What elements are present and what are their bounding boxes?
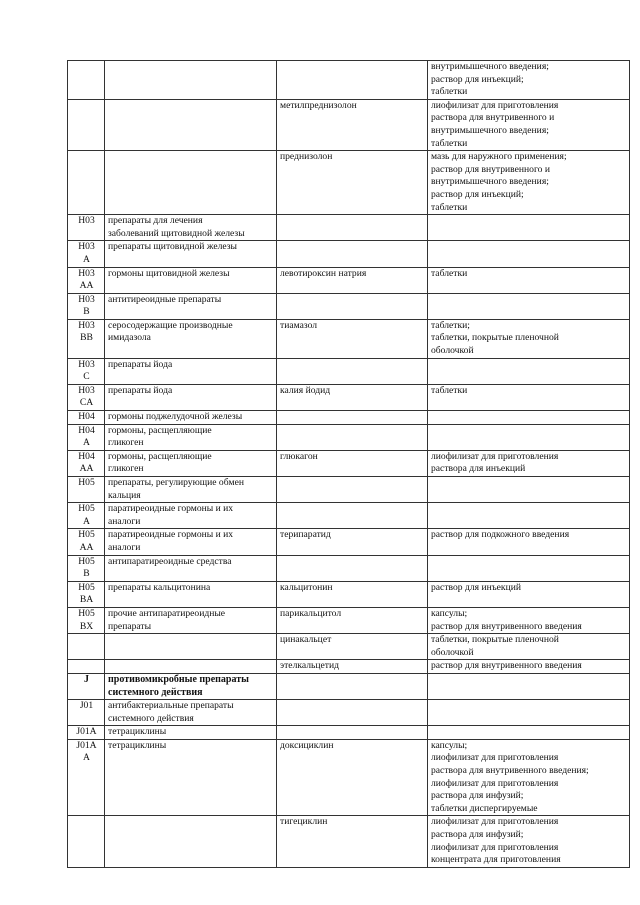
forms-cell	[428, 293, 630, 319]
code-cell	[68, 700, 105, 726]
cell-line: гормоны щитовидной железы	[108, 267, 230, 279]
cell-line: препараты кальцитонина	[108, 581, 211, 593]
cell-line: H04	[78, 424, 95, 436]
forms-cell	[428, 61, 630, 100]
cell-line: B	[83, 568, 90, 580]
group-cell	[105, 319, 277, 358]
cell-line: аналоги	[108, 515, 141, 527]
table-row	[68, 450, 630, 476]
forms-cell	[428, 529, 630, 555]
code-cell	[68, 607, 105, 633]
table-row	[68, 816, 630, 867]
forms-cell	[428, 358, 630, 384]
drug-cell	[277, 61, 428, 100]
cell-line: H03	[78, 215, 95, 227]
forms-cell	[428, 555, 630, 581]
table-row	[68, 477, 630, 503]
code-cell	[68, 503, 105, 529]
forms-cell	[428, 384, 630, 410]
forms-cell	[428, 151, 630, 215]
drug-cell	[277, 411, 428, 425]
cell-line: H05	[78, 581, 95, 593]
forms-cell	[428, 450, 630, 476]
cell-line: J01	[79, 700, 94, 712]
cell-line: паратиреоидные гормоны и их	[108, 503, 234, 515]
cell-line: лиофилизат для приготовления	[431, 450, 559, 462]
cell-line: цинакальцет	[280, 634, 332, 646]
cell-line: J	[84, 673, 89, 685]
cell-line: H03	[78, 293, 95, 305]
drug-cell	[277, 700, 428, 726]
cell-line: кальцитонин	[280, 581, 333, 593]
cell-line: препараты для лечения	[108, 215, 203, 227]
cell-line: C	[83, 371, 90, 383]
cell-line: лиофилизат для приготовления	[431, 777, 559, 789]
drug-cell	[277, 581, 428, 607]
cell-line: J01A	[76, 739, 97, 751]
code-cell	[68, 450, 105, 476]
cell-line: лиофилизат для приготовления	[431, 841, 559, 853]
cell-line: таблетки	[431, 137, 468, 149]
forms-cell	[428, 726, 630, 740]
drug-cell	[277, 99, 428, 150]
forms-cell	[428, 424, 630, 450]
code-cell	[68, 61, 105, 100]
cell-line: раствор для подкожного введения	[431, 529, 570, 541]
cell-line: раствор для инъекций	[431, 581, 521, 593]
cell-line: тигециклин	[280, 816, 328, 828]
forms-cell	[428, 607, 630, 633]
forms-cell	[428, 411, 630, 425]
cell-line: антитиреоидные препараты	[108, 293, 222, 305]
drug-cell	[277, 660, 428, 674]
drug-cell	[277, 450, 428, 476]
group-cell	[105, 215, 277, 241]
cell-line: препараты йода	[108, 358, 173, 370]
cell-line: таблетки	[431, 384, 468, 396]
group-cell	[105, 241, 277, 267]
cell-line: лиофилизат для приготовления	[431, 816, 559, 828]
code-cell	[68, 555, 105, 581]
cell-line: капсулы;	[431, 607, 468, 619]
table-row	[68, 673, 630, 699]
cell-line: AA	[79, 541, 94, 553]
cell-line: раствора для внутривенного и	[431, 112, 555, 124]
cell-line: аналоги	[108, 541, 141, 553]
cell-line: препараты	[108, 620, 152, 632]
cell-line: оболочкой	[431, 646, 474, 658]
drug-cell	[277, 739, 428, 816]
table-row	[68, 319, 630, 358]
drug-cell	[277, 319, 428, 358]
group-cell	[105, 816, 277, 867]
drug-cell	[277, 726, 428, 740]
group-cell	[105, 151, 277, 215]
table-row	[68, 384, 630, 410]
cell-line: раствора для инфузий;	[431, 790, 524, 802]
cell-line: CA	[79, 397, 94, 409]
cell-line: J01A	[76, 726, 97, 738]
code-cell	[68, 358, 105, 384]
cell-line: лиофилизат для приготовления	[431, 752, 559, 764]
cell-line: внутримышечного введения;	[431, 61, 549, 72]
table-row	[68, 581, 630, 607]
cell-line: раствора для внутривенного введения;	[431, 765, 589, 777]
cell-line: H03	[78, 267, 95, 279]
group-cell	[105, 660, 277, 674]
group-cell	[105, 634, 277, 660]
cell-line: гликоген	[108, 437, 144, 449]
drug-list-table	[67, 60, 630, 868]
code-cell	[68, 151, 105, 215]
table-row	[68, 241, 630, 267]
cell-line: таблетки диспергируемые	[431, 802, 538, 814]
table-row	[68, 529, 630, 555]
cell-line: H05	[78, 529, 95, 541]
table-row	[68, 267, 630, 293]
cell-line: калия йодид	[280, 384, 331, 396]
table-row	[68, 358, 630, 384]
group-cell	[105, 61, 277, 100]
code-cell	[68, 411, 105, 425]
group-cell	[105, 450, 277, 476]
table-row	[68, 607, 630, 633]
cell-line: препараты щитовидной железы	[108, 241, 237, 253]
forms-cell	[428, 319, 630, 358]
drug-cell	[277, 384, 428, 410]
cell-line: системного действия	[108, 712, 194, 724]
cell-line: кальция	[108, 489, 141, 501]
code-cell	[68, 673, 105, 699]
code-cell	[68, 319, 105, 358]
drug-cell	[277, 503, 428, 529]
cell-line: тетрациклины	[108, 726, 167, 738]
drug-cell	[277, 555, 428, 581]
forms-cell	[428, 660, 630, 674]
forms-cell	[428, 241, 630, 267]
cell-line: H03	[78, 241, 95, 253]
cell-line: A	[83, 253, 90, 265]
cell-line: метилпреднизолон	[280, 99, 357, 111]
group-cell	[105, 700, 277, 726]
cell-line: AA	[79, 463, 94, 475]
cell-line: BA	[79, 594, 94, 606]
group-cell	[105, 477, 277, 503]
cell-line: таблетки, покрытые пленочной	[431, 634, 559, 646]
forms-cell	[428, 816, 630, 867]
forms-cell	[428, 215, 630, 241]
cell-line: лиофилизат для приготовления	[431, 99, 559, 111]
cell-line: парикальцитол	[280, 607, 342, 619]
cell-line: H04	[78, 411, 95, 423]
cell-line: внутримышечного введения;	[431, 176, 549, 188]
code-cell	[68, 660, 105, 674]
group-cell	[105, 739, 277, 816]
code-cell	[68, 215, 105, 241]
drug-cell	[277, 358, 428, 384]
cell-line: антипаратиреоидные средства	[108, 555, 232, 567]
forms-cell	[428, 739, 630, 816]
cell-line: H05	[78, 607, 95, 619]
forms-cell	[428, 634, 630, 660]
cell-line: имидазола	[108, 332, 151, 344]
cell-line: H05	[78, 555, 95, 567]
code-cell	[68, 477, 105, 503]
table-row	[68, 99, 630, 150]
group-cell	[105, 384, 277, 410]
cell-line: этелкальцетид	[280, 660, 339, 672]
cell-line: AA	[79, 280, 94, 292]
group-cell	[105, 607, 277, 633]
cell-line: концентрата для приготовления	[431, 854, 561, 866]
cell-line: таблетки	[431, 86, 468, 98]
drug-cell	[277, 151, 428, 215]
drug-cell	[277, 477, 428, 503]
cell-line: преднизолон	[280, 151, 333, 163]
cell-line: тетрациклины	[108, 739, 167, 751]
code-cell	[68, 267, 105, 293]
table-row	[68, 739, 630, 816]
cell-line: гормоны, расщепляющие	[108, 450, 212, 462]
cell-line: таблетки, покрытые пленочной	[431, 332, 559, 344]
forms-cell	[428, 503, 630, 529]
drug-cell	[277, 424, 428, 450]
cell-line: таблетки;	[431, 319, 470, 331]
cell-line: гликоген	[108, 463, 144, 475]
cell-line: BB	[80, 332, 93, 344]
cell-line: раствор для внутривенного введения	[431, 620, 582, 632]
code-cell	[68, 384, 105, 410]
drug-cell	[277, 293, 428, 319]
cell-line: раствор для инъекций;	[431, 73, 524, 85]
cell-line: оболочкой	[431, 345, 474, 357]
code-cell	[68, 424, 105, 450]
table-row	[68, 503, 630, 529]
cell-line: глюкагон	[280, 450, 318, 462]
group-cell	[105, 673, 277, 699]
code-cell	[68, 529, 105, 555]
group-cell	[105, 358, 277, 384]
cell-line: внутримышечного введения;	[431, 124, 549, 136]
cell-line: мазь для наружного применения;	[431, 151, 567, 163]
cell-line: H05	[78, 503, 95, 515]
table-row	[68, 424, 630, 450]
cell-line: заболеваний щитовидной железы	[108, 227, 245, 239]
cell-line: тиамазол	[280, 319, 318, 331]
drug-cell	[277, 607, 428, 633]
cell-line: H03	[78, 319, 95, 331]
cell-line: раствор для внутривенного и	[431, 163, 550, 175]
code-cell	[68, 816, 105, 867]
cell-line: раствор для внутривенного введения	[431, 660, 582, 672]
cell-line: A	[83, 515, 90, 527]
cell-line: гормоны поджелудочной железы	[108, 411, 243, 423]
cell-line: капсулы;	[431, 739, 468, 751]
cell-line: доксициклин	[280, 739, 334, 751]
table-row	[68, 700, 630, 726]
table-row	[68, 151, 630, 215]
group-cell	[105, 726, 277, 740]
forms-cell	[428, 99, 630, 150]
cell-line: A	[83, 752, 90, 764]
code-cell	[68, 99, 105, 150]
cell-line: H04	[78, 450, 95, 462]
cell-line: прочие антипаратиреоидные	[108, 607, 226, 619]
code-cell	[68, 739, 105, 816]
cell-line: гормоны, расщепляющие	[108, 424, 212, 436]
drug-cell	[277, 673, 428, 699]
table-row	[68, 411, 630, 425]
cell-line: BX	[79, 620, 94, 632]
cell-line: паратиреоидные гормоны и их	[108, 529, 234, 541]
drug-cell	[277, 634, 428, 660]
cell-line: терипаратид	[280, 529, 331, 541]
group-cell	[105, 267, 277, 293]
group-cell	[105, 555, 277, 581]
table-row	[68, 293, 630, 319]
cell-line: A	[83, 437, 90, 449]
cell-line: H05	[78, 477, 95, 488]
group-cell	[105, 99, 277, 150]
table-row	[68, 555, 630, 581]
cell-line: серосодержащие производные	[108, 319, 233, 331]
cell-line: таблетки	[431, 267, 468, 279]
group-cell	[105, 503, 277, 529]
code-cell	[68, 726, 105, 740]
code-cell	[68, 634, 105, 660]
table-row	[68, 660, 630, 674]
cell-line: левотироксин натрия	[280, 267, 367, 279]
cell-line: противомикробные препараты	[108, 673, 249, 685]
table-row	[68, 634, 630, 660]
cell-line: антибактериальные препараты	[108, 700, 234, 712]
cell-line: препараты йода	[108, 384, 173, 396]
group-cell	[105, 581, 277, 607]
cell-line: B	[83, 306, 90, 318]
drug-cell	[277, 215, 428, 241]
drug-cell	[277, 241, 428, 267]
cell-line: раствора для инфузий;	[431, 829, 524, 841]
cell-line: таблетки	[431, 201, 468, 213]
cell-line: H03	[78, 384, 95, 396]
table-body	[68, 61, 630, 868]
forms-cell	[428, 477, 630, 503]
table-row	[68, 726, 630, 740]
cell-line: препараты, регулирующие обмен	[108, 477, 244, 488]
forms-cell	[428, 700, 630, 726]
forms-cell	[428, 581, 630, 607]
cell-line: H03	[78, 358, 95, 370]
group-cell	[105, 424, 277, 450]
drug-cell	[277, 267, 428, 293]
forms-cell	[428, 267, 630, 293]
group-cell	[105, 411, 277, 425]
drug-cell	[277, 816, 428, 867]
code-cell	[68, 581, 105, 607]
code-cell	[68, 241, 105, 267]
code-cell	[68, 293, 105, 319]
drug-cell	[277, 529, 428, 555]
group-cell	[105, 529, 277, 555]
group-cell	[105, 293, 277, 319]
cell-line: системного действия	[108, 686, 203, 698]
table-row	[68, 215, 630, 241]
table-row	[68, 61, 630, 100]
cell-line: раствора для инъекций	[431, 463, 526, 475]
cell-line: раствор для инъекций;	[431, 188, 524, 200]
forms-cell	[428, 673, 630, 699]
